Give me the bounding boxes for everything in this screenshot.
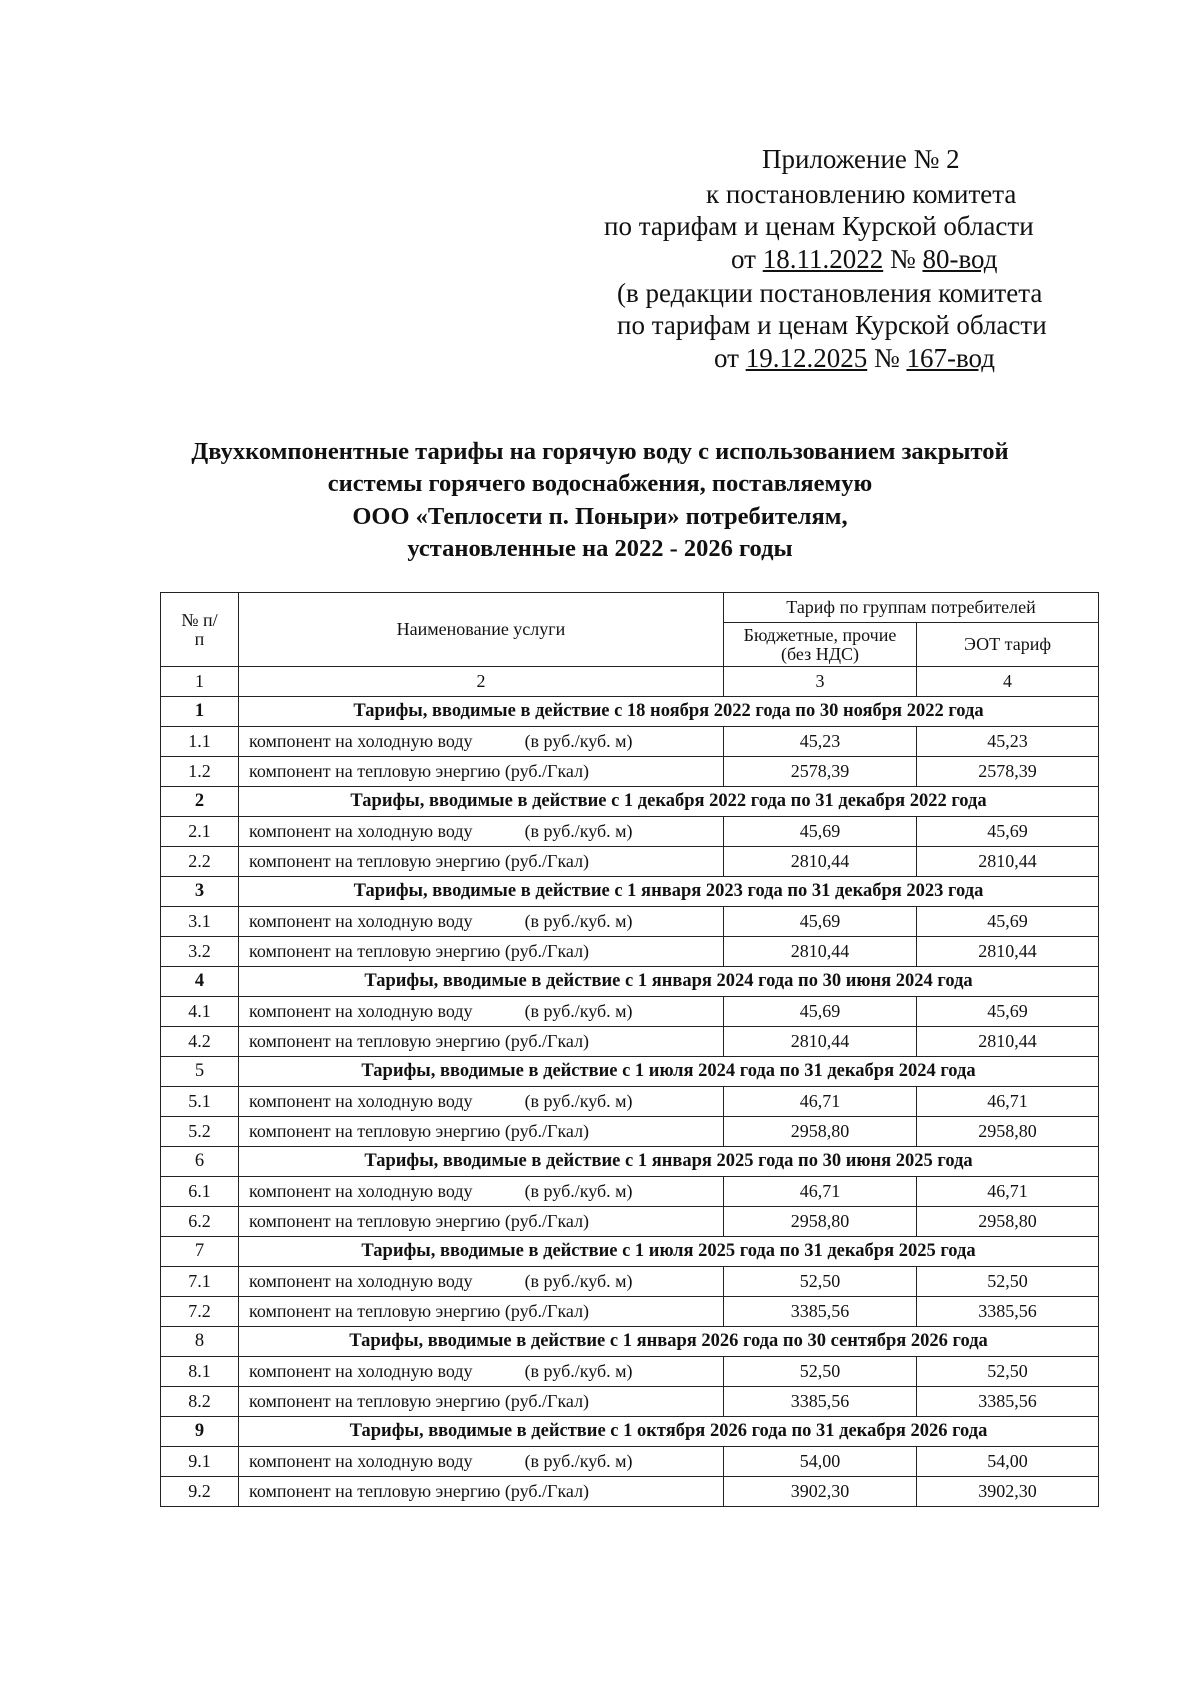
- table-row: [161, 997, 1099, 1027]
- table-row: [161, 757, 1099, 787]
- appendix-ref-line: по тарифам и ценам Курской области: [604, 211, 1034, 241]
- row-number: 2.2: [161, 847, 239, 877]
- service-name-text: компонент на тепловую энергию (руб./Гкал): [249, 941, 590, 962]
- tariff-budget-value: 2810,44: [724, 937, 917, 967]
- tariff-budget-value: 46,71: [724, 1087, 917, 1117]
- tariff-eot-value: 45,69: [917, 997, 1099, 1027]
- tariff-budget-value: 54,00: [724, 1447, 917, 1477]
- tariff-budget-value: 45,69: [724, 817, 917, 847]
- row-number: 9.1: [161, 1447, 239, 1477]
- tariff-budget-value: 46,71: [724, 1177, 917, 1207]
- service-unit: (в руб./куб. м): [524, 911, 633, 932]
- service-name: [239, 937, 724, 967]
- tariff-budget-value: 3385,56: [724, 1387, 917, 1417]
- row-number: 6.1: [161, 1177, 239, 1207]
- service-unit: (в руб./куб. м): [524, 1271, 633, 1292]
- service-name: [239, 1387, 724, 1417]
- service-name: [239, 847, 724, 877]
- service-name: [239, 1447, 724, 1477]
- column-header-budget: Бюджетные, прочие (без НДС): [724, 623, 917, 667]
- row-number: 6.2: [161, 1207, 239, 1237]
- service-name-text: компонент на холодную воду: [249, 1361, 473, 1382]
- section-title: Тарифы, вводимые в действие с 1 декабря 2022 года по 31 декабря 2022 года: [239, 787, 1099, 817]
- service-name-text: компонент на холодную воду: [249, 731, 473, 752]
- document-title-line: ООО «Теплосети п. Поныри» потребителям,: [352, 503, 848, 530]
- edition-ref-date-line: [714, 345, 995, 372]
- section-title: Тарифы, вводимые в действие с 1 октября 2026 года по 31 декабря 2026 года: [239, 1417, 1099, 1447]
- column-header-name: Наименование услуги: [239, 593, 724, 667]
- row-number: 3.1: [161, 907, 239, 937]
- section-number: 6: [161, 1147, 239, 1177]
- service-name: [239, 1267, 724, 1297]
- table-row: [161, 1027, 1099, 1057]
- section-number: 5: [161, 1057, 239, 1087]
- column-index: 2: [239, 667, 724, 697]
- service-name-text: компонент на холодную воду: [249, 1271, 473, 1292]
- column-header-group: Тариф по группам потребителей: [724, 593, 1099, 623]
- service-name-text: компонент на холодную воду: [249, 1091, 473, 1112]
- section-title: Тарифы, вводимые в действие с 18 ноября 2022 года по 30 ноября 2022 года: [239, 697, 1099, 727]
- service-unit: (в руб./куб. м): [524, 1451, 633, 1472]
- section-title: Тарифы, вводимые в действие с 1 января 2026 года по 30 сентября 2026 года: [239, 1327, 1099, 1357]
- section-title: Тарифы, вводимые в действие с 1 января 2025 года по 30 июня 2025 года: [239, 1147, 1099, 1177]
- tariff-eot-value: 45,23: [917, 727, 1099, 757]
- tariff-budget-value: 2958,80: [724, 1207, 917, 1237]
- tariff-budget-value: 45,69: [724, 907, 917, 937]
- tariff-budget-value: 52,50: [724, 1357, 917, 1387]
- table-row: [161, 1297, 1099, 1327]
- section-number: 2: [161, 787, 239, 817]
- table-row: [161, 847, 1099, 877]
- column-index: 3: [724, 667, 917, 697]
- ref-number-sign: №: [883, 244, 923, 274]
- service-unit: (в руб./куб. м): [524, 1001, 633, 1022]
- column-header-number: [161, 593, 239, 667]
- service-name-text: компонент на холодную воду: [249, 1451, 473, 1472]
- row-number: 8.1: [161, 1357, 239, 1387]
- table-row: [161, 727, 1099, 757]
- ref-number: 80-вод: [922, 244, 998, 274]
- ref-prefix: от: [714, 343, 746, 373]
- section-number: 9: [161, 1417, 239, 1447]
- service-name: [239, 1297, 724, 1327]
- row-number: 5.1: [161, 1087, 239, 1117]
- row-number: 5.2: [161, 1117, 239, 1147]
- section-title: Тарифы, вводимые в действие с 1 июля 2025 года по 31 декабря 2025 года: [239, 1237, 1099, 1267]
- tariff-eot-value: 2958,80: [917, 1117, 1099, 1147]
- tariff-eot-value: 2958,80: [917, 1207, 1099, 1237]
- tariff-budget-value: 52,50: [724, 1267, 917, 1297]
- section-row: [161, 1417, 1099, 1447]
- tariff-budget-value: 2810,44: [724, 1027, 917, 1057]
- service-unit: (в руб./куб. м): [524, 1361, 633, 1382]
- tariff-budget-value: 45,69: [724, 997, 917, 1027]
- table-row: [161, 1477, 1099, 1507]
- table-row: [161, 1117, 1099, 1147]
- section-row: [161, 1057, 1099, 1087]
- tariff-eot-value: 46,71: [917, 1177, 1099, 1207]
- section-number: 3: [161, 877, 239, 907]
- service-name-text: компонент на холодную воду: [249, 1181, 473, 1202]
- document-title-line: системы горячего водоснабжения, поставляемую: [327, 470, 873, 497]
- section-number: 4: [161, 967, 239, 997]
- service-name: [239, 907, 724, 937]
- service-unit: (в руб./куб. м): [524, 1091, 633, 1112]
- service-name: [239, 1117, 724, 1147]
- service-name: [239, 817, 724, 847]
- tariff-eot-value: 2578,39: [917, 757, 1099, 787]
- service-name: [239, 997, 724, 1027]
- ref-date: 18.11.2022: [762, 244, 884, 274]
- appendix-ref-line: к постановлению комитета: [706, 179, 1017, 209]
- tariff-budget-value: 2578,39: [724, 757, 917, 787]
- tariff-budget-value: 45,23: [724, 727, 917, 757]
- table-row: [161, 1357, 1099, 1387]
- service-name: [239, 727, 724, 757]
- section-number: 8: [161, 1327, 239, 1357]
- table-row: [161, 1087, 1099, 1117]
- service-name-text: компонент на тепловую энергию (руб./Гкал): [249, 1391, 590, 1412]
- tariff-table: [160, 592, 1099, 1507]
- section-number: 7: [161, 1237, 239, 1267]
- service-name: [239, 1027, 724, 1057]
- section-row: [161, 787, 1099, 817]
- section-title: Тарифы, вводимые в действие с 1 января 2023 года по 31 декабря 2023 года: [239, 877, 1099, 907]
- appendix-label: Приложение № 2: [762, 144, 960, 174]
- table-row: [161, 1267, 1099, 1297]
- section-row: [161, 877, 1099, 907]
- column-header-eot: ЭОТ тариф: [917, 623, 1099, 667]
- column-index: 4: [917, 667, 1099, 697]
- service-unit: (в руб./куб. м): [524, 731, 633, 752]
- section-row: [161, 1237, 1099, 1267]
- row-number: 7.1: [161, 1267, 239, 1297]
- service-name: [239, 1087, 724, 1117]
- tariff-eot-value: 45,69: [917, 817, 1099, 847]
- service-name: [239, 1357, 724, 1387]
- service-name-text: компонент на тепловую энергию (руб./Гкал): [249, 1301, 590, 1322]
- service-name-text: компонент на тепловую энергию (руб./Гкал): [249, 1481, 590, 1502]
- section-row: [161, 1327, 1099, 1357]
- column-header-number-text: № п/п: [181, 609, 218, 649]
- tariff-eot-value: 52,50: [917, 1357, 1099, 1387]
- document-title-line: установленные на 2022 - 2026 годы: [407, 535, 793, 562]
- service-name-text: компонент на тепловую энергию (руб./Гкал): [249, 1031, 590, 1052]
- tariff-table-body: [161, 697, 1099, 1507]
- ref-number-sign: №: [867, 343, 907, 373]
- service-name-text: компонент на тепловую энергию (руб./Гкал): [249, 851, 590, 872]
- service-name-text: компонент на холодную воду: [249, 911, 473, 932]
- edition-ref-line: по тарифам и ценам Курской области: [617, 310, 1047, 340]
- row-number: 7.2: [161, 1297, 239, 1327]
- service-name-text: компонент на тепловую энергию (руб./Гкал): [249, 1211, 590, 1232]
- service-name: [239, 1177, 724, 1207]
- table-row: [161, 1177, 1099, 1207]
- appendix-ref-date-line: [731, 246, 997, 273]
- tariff-budget-value: 3902,30: [724, 1477, 917, 1507]
- tariff-eot-value: 3385,56: [917, 1387, 1099, 1417]
- service-name-text: компонент на тепловую энергию (руб./Гкал): [249, 761, 590, 782]
- row-number: 9.2: [161, 1477, 239, 1507]
- service-name-text: компонент на тепловую энергию (руб./Гкал): [249, 1121, 590, 1142]
- section-title: Тарифы, вводимые в действие с 1 января 2024 года по 30 июня 2024 года: [239, 967, 1099, 997]
- section-row: [161, 1147, 1099, 1177]
- table-row: [161, 1207, 1099, 1237]
- edition-number: 167-вод: [906, 343, 995, 373]
- tariff-budget-value: 3385,56: [724, 1297, 917, 1327]
- service-unit: (в руб./куб. м): [524, 821, 633, 842]
- tariff-eot-value: 2810,44: [917, 937, 1099, 967]
- tariff-eot-value: 52,50: [917, 1267, 1099, 1297]
- section-row: [161, 697, 1099, 727]
- tariff-eot-value: 3902,30: [917, 1477, 1099, 1507]
- tariff-eot-value: 3385,56: [917, 1297, 1099, 1327]
- row-number: 1.2: [161, 757, 239, 787]
- edition-date: 19.12.2025: [745, 343, 868, 373]
- ref-prefix: от: [731, 244, 763, 274]
- row-number: 3.2: [161, 937, 239, 967]
- table-row: [161, 1447, 1099, 1477]
- service-name: [239, 1477, 724, 1507]
- tariff-budget-value: 2958,80: [724, 1117, 917, 1147]
- tariff-eot-value: 46,71: [917, 1087, 1099, 1117]
- column-index: 1: [161, 667, 239, 697]
- tariff-budget-value: 2810,44: [724, 847, 917, 877]
- document-title-line: Двухкомпонентные тарифы на горячую воду с использованием закрытой: [191, 438, 1009, 465]
- row-number: 8.2: [161, 1387, 239, 1417]
- row-number: 4.2: [161, 1027, 239, 1057]
- tariff-eot-value: 2810,44: [917, 847, 1099, 877]
- table-row: [161, 1387, 1099, 1417]
- edition-ref-line: (в редакции постановления комитета: [617, 278, 1043, 308]
- tariff-eot-value: 2810,44: [917, 1027, 1099, 1057]
- row-number: 2.1: [161, 817, 239, 847]
- service-unit: (в руб./куб. м): [524, 1181, 633, 1202]
- table-row: [161, 817, 1099, 847]
- service-name-text: компонент на холодную воду: [249, 1001, 473, 1022]
- tariff-eot-value: 54,00: [917, 1447, 1099, 1477]
- tariff-eot-value: 45,69: [917, 907, 1099, 937]
- row-number: 1.1: [161, 727, 239, 757]
- section-number: 1: [161, 697, 239, 727]
- service-name-text: компонент на холодную воду: [249, 821, 473, 842]
- table-row: [161, 907, 1099, 937]
- row-number: 4.1: [161, 997, 239, 1027]
- service-name: [239, 1207, 724, 1237]
- service-name: [239, 757, 724, 787]
- section-title: Тарифы, вводимые в действие с 1 июля 2024 года по 31 декабря 2024 года: [239, 1057, 1099, 1087]
- section-row: [161, 967, 1099, 997]
- table-row: [161, 937, 1099, 967]
